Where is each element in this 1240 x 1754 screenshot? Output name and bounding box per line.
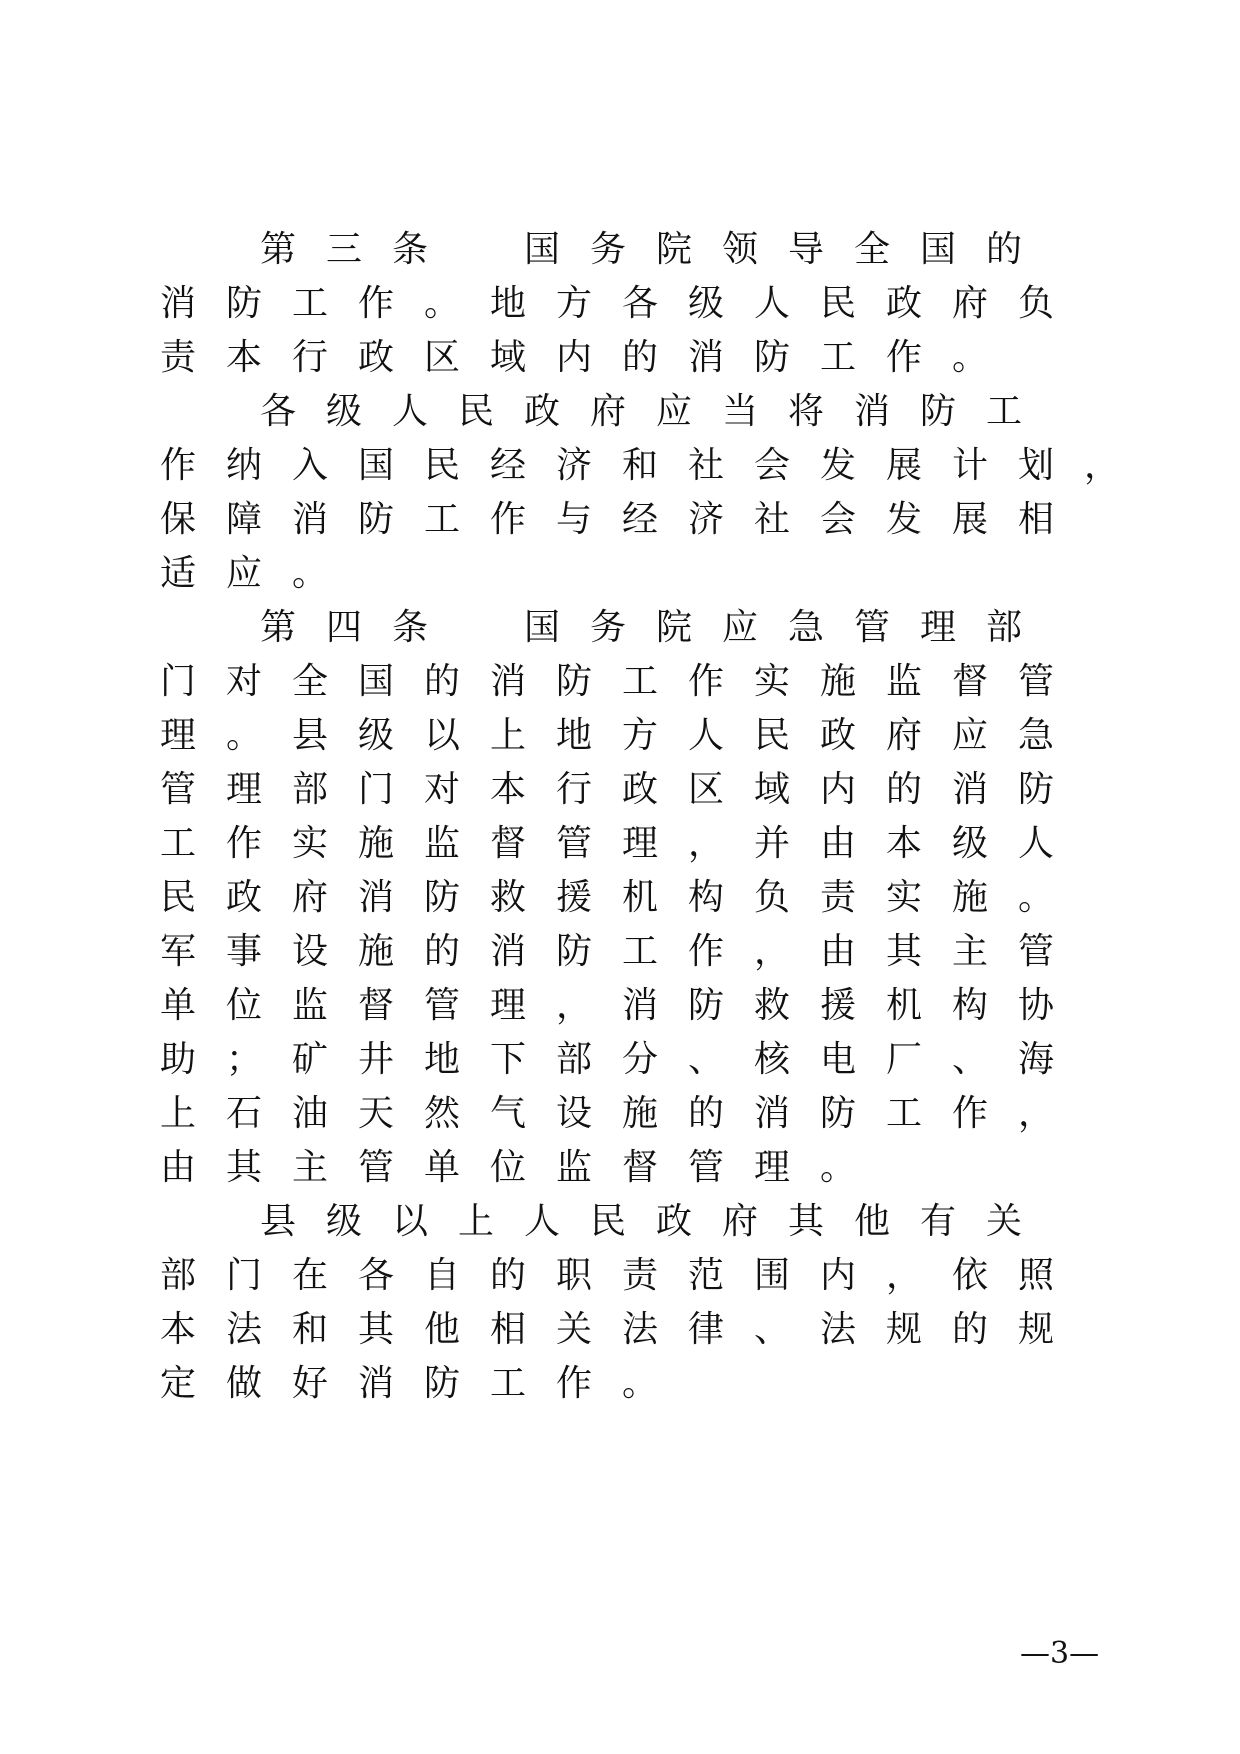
text-line: 理 。 县 级 以 上 地 方 人 民 政 府 应 急 xyxy=(160,715,1055,756)
text-line: 部 门 在 各 自 的 职 责 范 围 内 ， 依 照 xyxy=(160,1255,1055,1296)
page-number: —3— xyxy=(1020,1636,1100,1671)
text-line: 本 法 和 其 他 相 关 法 律 、 法 规 的 规 xyxy=(160,1309,1055,1350)
text-line: 民 政 府 消 防 救 援 机 构 负 责 实 施 。 xyxy=(160,877,1055,918)
text-line: 消 防 工 作 。 地 方 各 级 人 民 政 府 负 xyxy=(160,283,1055,324)
text-line: 管 理 部 门 对 本 行 政 区 域 内 的 消 防 xyxy=(160,769,1055,810)
text-line: 适 应 。 xyxy=(160,553,329,594)
text-line: 门 对 全 国 的 消 防 工 作 实 施 监 督 管 xyxy=(160,661,1055,702)
text-line: 单 位 监 督 管 理 ， 消 防 救 援 机 构 协 xyxy=(160,985,1055,1026)
text-line: 由 其 主 管 单 位 监 督 管 理 。 xyxy=(160,1147,857,1188)
text-line: 工 作 实 施 监 督 管 理 ， 并 由 本 级 人 xyxy=(160,823,1055,864)
text-line: 作 纳 入 国 民 经 济 和 社 会 发 展 计 划 ， xyxy=(160,445,1121,486)
text-line: 定 做 好 消 防 工 作 。 xyxy=(160,1363,659,1404)
text-line: 第 四 条 国 务 院 应 急 管 理 部 xyxy=(260,607,1023,648)
text-line: 助 ； 矿 井 地 下 部 分 、 核 电 厂 、 海 xyxy=(160,1039,1055,1080)
text-line: 各 级 人 民 政 府 应 当 将 消 防 工 xyxy=(260,391,1023,432)
text-line: 第 三 条 国 务 院 领 导 全 国 的 xyxy=(260,229,1023,270)
text-line: 县 级 以 上 人 民 政 府 其 他 有 关 xyxy=(260,1201,1023,1242)
text-line: 上 石 油 天 然 气 设 施 的 消 防 工 作 ， xyxy=(160,1093,1055,1134)
text-line: 责 本 行 政 区 域 内 的 消 防 工 作 。 xyxy=(160,337,989,378)
text-line: 军 事 设 施 的 消 防 工 作 ， 由 其 主 管 xyxy=(160,931,1055,972)
text-line: 保 障 消 防 工 作 与 经 济 社 会 发 展 相 xyxy=(160,499,1055,540)
